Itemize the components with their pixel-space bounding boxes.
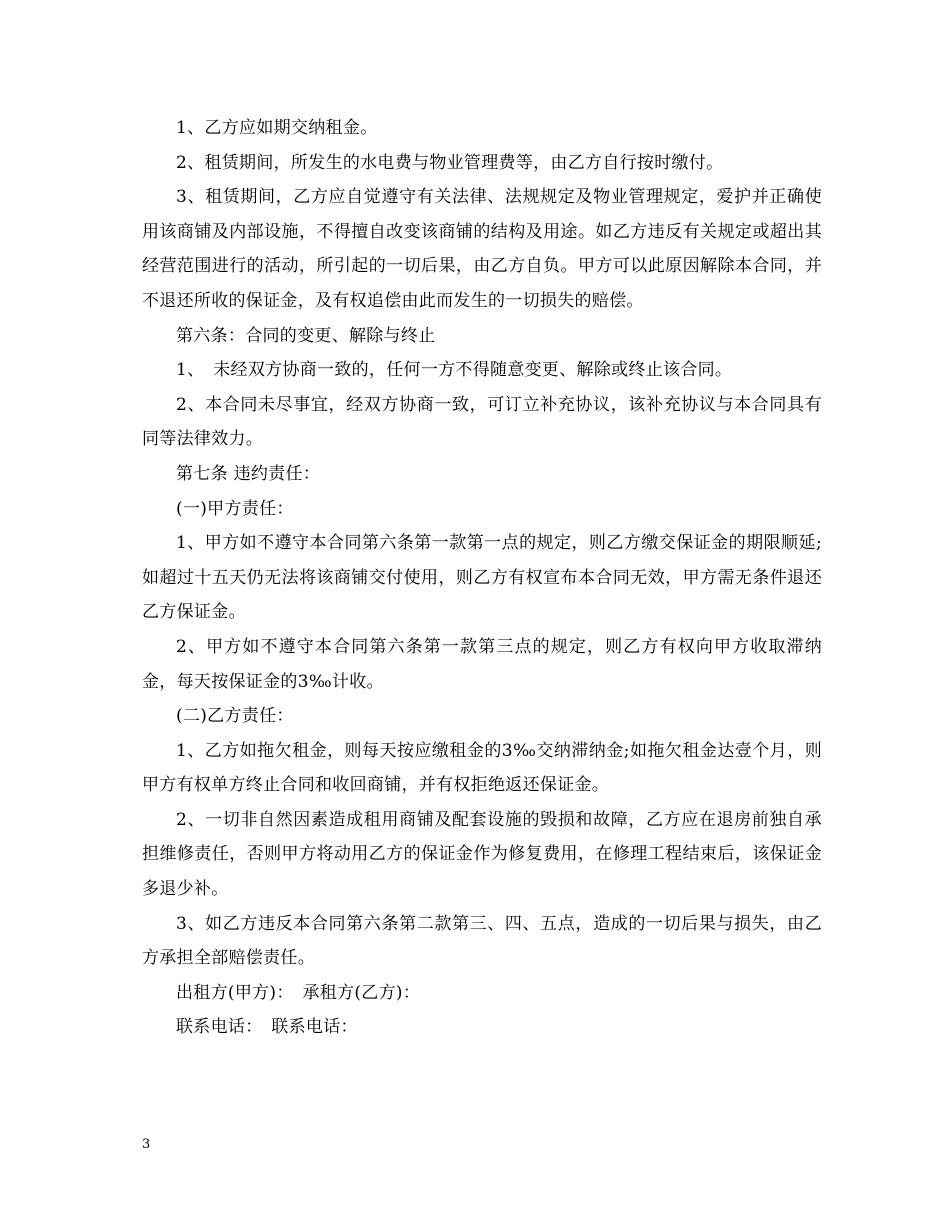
party-b-liability-item-3: 3、如乙方违反本合同第六条第二款第三、四、五点，造成的一切后果与损失，由乙方承担全部赔偿责任。	[142, 913, 822, 969]
document-body	[142, 111, 822, 1045]
party-a-liability-item-2: 2、甲方如不遵守本合同第六条第一款第三点的规定，则乙方有权向甲方收取滞纳金，每天按保证金的3‰计收。	[142, 636, 822, 692]
article-6-item-2: 2、本合同未尽事宜，经双方协商一致，可订立补充协议，该补充协议与本合同具有同等法律效力。	[142, 394, 822, 450]
party-b-liability-item-1: 1、乙方如拖欠租金，则每天按应缴租金的3‰交纳滞纳金;如拖欠租金达壹个月，则甲方有权单方终止合同和收回商铺，并有权拒绝返还保证金。	[142, 740, 822, 796]
article-6-item-1: 1、 未经双方协商一致的，任何一方不得随意变更、解除或终止该合同。	[176, 360, 733, 381]
contact-phone-line: 联系电话： 联系电话：	[176, 1017, 358, 1038]
party-b-liability-item-2: 2、一切非自然因素造成租用商铺及配套设施的毁损和故障，乙方应在退房前独自承担维修责任，否则甲方将动用乙方的保证金作为修复费用，在修理工程结束后，该保证金多退少补。	[142, 809, 822, 900]
signature-parties-line: 出租方(甲方)： 承租方(乙方)：	[176, 982, 421, 1003]
paragraph-clause-3: 3、租赁期间，乙方应自觉遵守有关法律、法规规定及物业管理规定，爱护并正确使用该商铺及内部设施，不得擅自改变该商铺的结构及用途。如乙方违反有关规定或超出其经营范围进行的活动，所引起的一切后果，由乙方自负。甲方可以此原因解除本合同，并不退还所收的保证金，及有权追偿由此而发生的一切损失的赔偿。	[142, 187, 822, 311]
party-a-liability-heading: (一)甲方责任：	[176, 498, 294, 519]
paragraph-clause-1: 1、乙方应如期交纳租金。	[176, 118, 378, 138]
paragraph-clause-2: 2、租赁期间，所发生的水电费与物业管理费等，由乙方自行按时缴付。	[176, 152, 724, 173]
article-6-heading: 第六条：合同的变更、解除与终止	[176, 325, 436, 346]
article-7-heading: 第七条 违约责任：	[176, 463, 321, 484]
page-number: 3	[142, 1137, 151, 1152]
party-a-liability-item-1: 1、甲方如不遵守本合同第六条第一款第一点的规定，则乙方缴交保证金的期限顺延;如超过十五天仍无法将该商铺交付使用，则乙方有权宣布本合同无效，甲方需无条件退还乙方保证金。	[142, 533, 822, 623]
party-b-liability-heading: (二)乙方责任：	[176, 706, 294, 727]
